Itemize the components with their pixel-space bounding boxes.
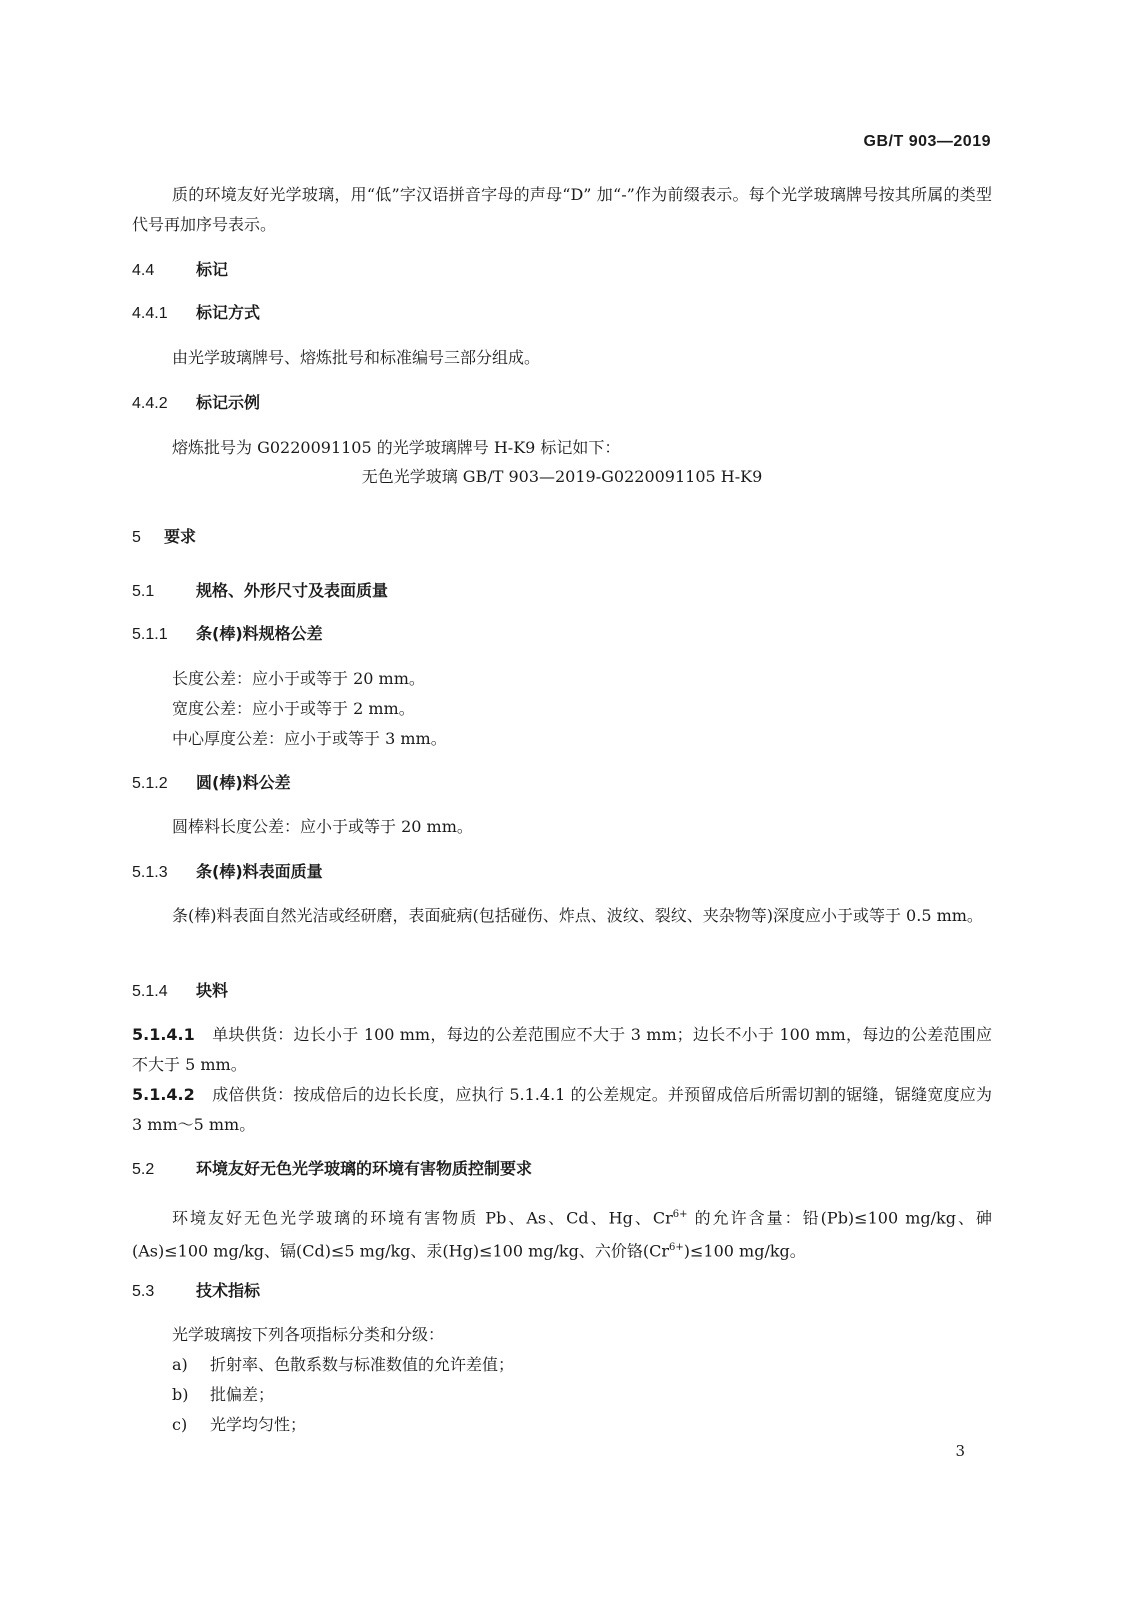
list-item: c) 光学均匀性； (172, 1415, 307, 1434)
section-5-1-2-heading: 5.1.2 圆(棒)料公差 (132, 773, 291, 792)
list-item: a) 折射率、色散系数与标准数值的允许差值； (172, 1355, 515, 1374)
section-5-1-3-heading: 5.1.3 条(棒)料表面质量 (132, 862, 323, 881)
section-4-4-heading: 4.4 标记 (132, 260, 229, 279)
marking-example: 无色光学玻璃 GB/T 903—2019-G0220091105 H-K9 (361, 467, 763, 486)
section-5-heading: 5 要求 (132, 527, 197, 546)
page-number: 3 (955, 1442, 965, 1460)
section-4-4-1-text: 由光学玻璃牌号、熔炼批号和标准编号三部分组成。 (172, 348, 541, 367)
section-5-3-heading: 5.3 技术指标 (132, 1281, 261, 1300)
section-5-2-heading: 5.2 环境友好无色光学玻璃的环境有害物质控制要求 (132, 1159, 533, 1178)
center-thickness-tolerance: 中心厚度公差：应小于或等于 3 mm。 (172, 729, 447, 748)
section-5-2-text: 环境友好无色光学玻璃的环境有害物质 Pb、As、Cd、Hg、$Cr^{6+}$ 的允许含量：铅(Pb)≤100 mg/kg、砷(As)≤100 mg/kg、镉(Cd)≤5 mg/kg、汞(Hg)≤100 mg/kg、六价铬$(Cr^{6+})\le 100$ mg/kg。 (132, 1208, 992, 1261)
standard-code-header: GB/T 903—2019 (863, 133, 991, 150)
section-5-1-heading: 5.1 规格、外形尺寸及表面质量 (132, 581, 389, 600)
intro-paragraph: 质的环境友好光学玻璃，用“低”字汉语拼音字母的声母“D” 加“-”作为前缀表示。每个光学玻璃牌号按其所属的类型代号再加序号表示。 (132, 185, 992, 234)
section-5-1-2-text: 圆棒料长度公差：应小于或等于 20 mm。 (172, 817, 473, 836)
section-5-1-3-text: 条(棒)料表面自然光洁或经研磨，表面疵病(包括碰伤、炸点、波纹、裂纹、夹杂物等)深度应小于或等于 0.5 mm。 (172, 906, 983, 925)
section-4-4-2-text: 熔炼批号为 G0220091105 的光学玻璃牌号 H-K9 标记如下： (172, 438, 621, 457)
section-4-4-2-heading: 4.4.2 标记示例 (132, 393, 261, 412)
section-5-1-4-1: 5.1.4.1 单块供货：边长小于 100 mm，每边的公差范围应不大于 3 mm；边长不小于 100 mm，每边的公差范围应不大于 5 mm。 (132, 1025, 992, 1074)
width-tolerance: 宽度公差：应小于或等于 2 mm。 (172, 699, 415, 718)
section-5-1-1-heading: 5.1.1 条(棒)料规格公差 (132, 624, 323, 643)
section-5-1-4-2: 5.1.4.2 成倍供货：按成倍后的边长长度，应执行 5.1.4.1 的公差规定。并预留成倍后所需切割的锯缝，锯缝宽度应为 3 mm～5 mm。 (132, 1085, 992, 1134)
section-5-3-text: 光学玻璃按下列各项指标分类和分级： (172, 1325, 445, 1344)
section-5-1-4-heading: 5.1.4 块料 (132, 981, 229, 1000)
section-4-4-1-heading: 4.4.1 标记方式 (132, 303, 261, 322)
list-item: b) 批偏差； (172, 1385, 275, 1404)
length-tolerance: 长度公差：应小于或等于 20 mm。 (172, 669, 425, 688)
